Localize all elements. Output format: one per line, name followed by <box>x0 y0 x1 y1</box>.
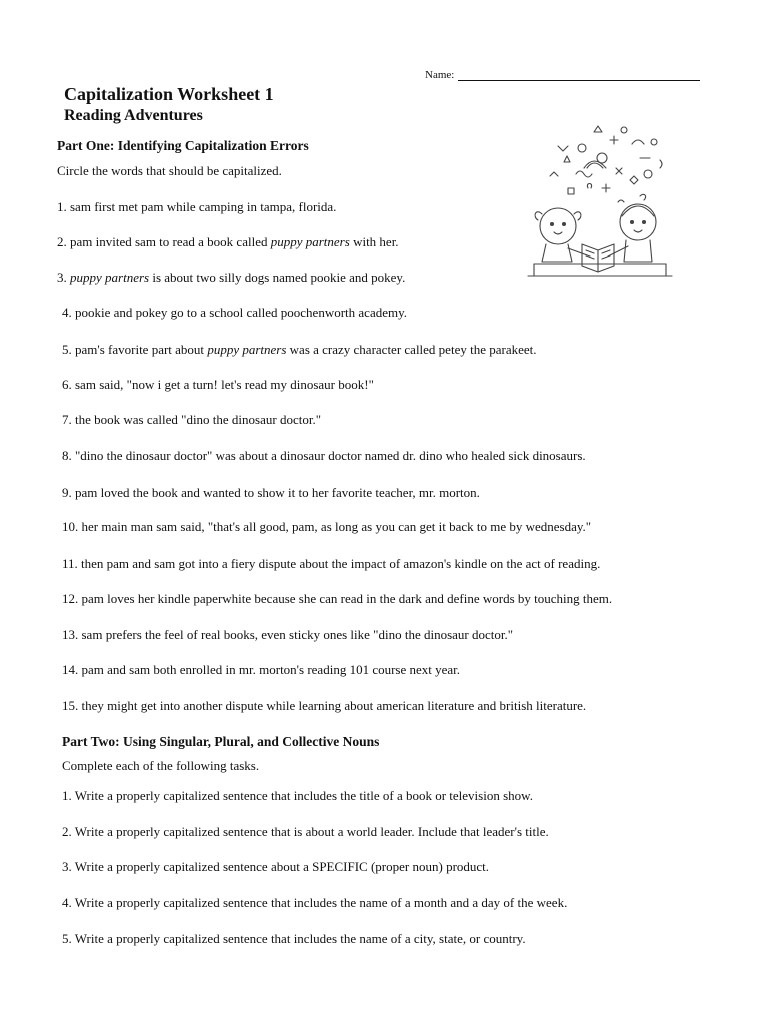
part-one-item: 6. sam said, "now i get a turn! let's read my dinosaur book!" <box>62 377 374 392</box>
part-one-item: 5. pam's favorite part about puppy partners was a crazy character called petey the parakeet. <box>62 342 537 357</box>
part-one-item: 3. puppy partners is about two silly dogs named pookie and pokey. <box>57 270 406 285</box>
part-one-item: 14. pam and sam both enrolled in mr. morton's reading 101 course next year. <box>62 662 461 677</box>
part-one-item: 13. sam prefers the feel of real books, even sticky ones like "dino the dinosaur doctor." <box>62 627 514 642</box>
part-one-item: 15. they might get into another dispute while learning about american literature and british literature. <box>62 698 587 713</box>
part-one-item: 10. her main man sam said, "that's all good, pam, as long as you can get it back to me by wednesday." <box>62 519 592 534</box>
part-one-item: 4. pookie and pokey go to a school called poochenworth academy. <box>62 305 407 320</box>
part-one-item: 1. sam first met pam while camping in tampa, florida. <box>57 199 337 214</box>
part-two-item: 1. Write a properly capitalized sentence that includes the title of a book or television show. <box>62 788 533 803</box>
part-one-item: 12. pam loves her kindle paperwhite because she can read in the dark and define words by touching them. <box>62 591 613 606</box>
part-one-item: 7. the book was called "dino the dinosaur doctor." <box>62 412 322 427</box>
part-two-item: 3. Write a properly capitalized sentence about a SPECIFIC (proper noun) product. <box>62 859 490 874</box>
part-two-item: 5. Write a properly capitalized sentence that includes the name of a city, state, or country. <box>62 931 526 946</box>
worksheet-subtitle: Reading Adventures <box>64 107 203 124</box>
part-one-item: 8. "dino the dinosaur doctor" was about a dinosaur doctor named dr. dino who healed sick dinosaurs. <box>62 448 586 463</box>
name-label: Name: <box>425 69 455 81</box>
name-blank-line[interactable] <box>458 68 700 81</box>
children-reading-book-icon <box>520 118 680 290</box>
part-one-item: 2. pam invited sam to read a book called puppy partners with her. <box>57 234 399 249</box>
part-one-item: 11. then pam and sam got into a fiery dispute about the impact of amazon's kindle on the act of reading. <box>62 556 601 571</box>
part-two-heading: Part Two: Using Singular, Plural, and Collective Nouns <box>62 734 380 749</box>
part-two-item: 2. Write a properly capitalized sentence that is about a world leader. Include that leader's title. <box>62 824 549 839</box>
part-one-item: 9. pam loved the book and wanted to show it to her favorite teacher, mr. morton. <box>62 485 480 500</box>
worksheet-title: Capitalization Worksheet 1 <box>64 84 274 104</box>
part-one-instruction: Circle the words that should be capitalized. <box>57 163 282 178</box>
part-one-heading: Part One: Identifying Capitalization Errors <box>57 138 309 153</box>
part-two-item: 4. Write a properly capitalized sentence that includes the name of a month and a day of the week. <box>62 895 568 910</box>
name-field[interactable] <box>425 68 700 81</box>
part-two-instruction: Complete each of the following tasks. <box>62 758 260 773</box>
